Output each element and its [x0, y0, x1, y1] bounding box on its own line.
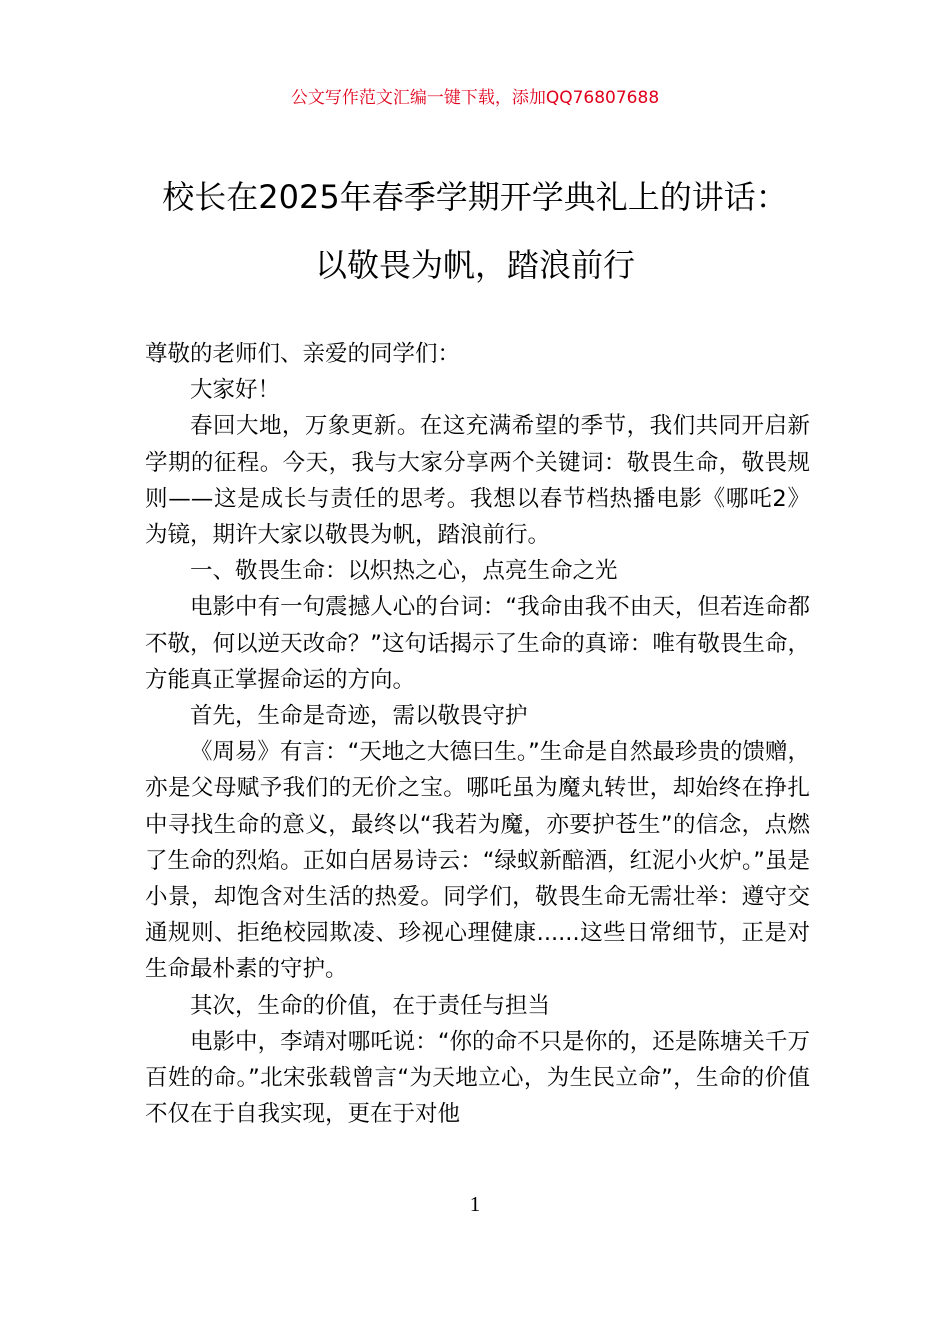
body-paragraph: 电影中有一句震撼人心的台词：“我命由我不由天，但若连命都不敬，何以逆天改命？”这句话揭示了生命的真谛：唯有敬畏生命，方能真正掌握命运的方向。: [145, 594, 810, 693]
body-paragraph: 春回大地，万象更新。在这充满希望的季节，我们共同开启新学期的征程。今天，我与大家分享两个关键词：敬畏生命，敬畏规则——这是成长与责任的思考。我想以春节档热播电影《哪吒2》为镜，期许大家以敬畏为帆，踏浪前行。: [145, 413, 810, 549]
page-number: 1: [469, 1192, 481, 1216]
body-paragraph: 《周易》有言：“天地之大德曰生。”生命是自然最珍贵的馈赠，亦是父母赋予我们的无价之宝。哪吒虽为魔丸转世，却始终在挣扎中寻找生命的意义，最终以“我若为魔，亦要护苍生”的信念，点燃了生命的烈焰。正如白居易诗云：“绿蚁新醅酒，红泥小火炉。”虽是小景，却饱含对生活的热爱。同学们，敬畏生命无需壮举：遵守交通规则、拒绝校园欺凌、珍视心理健康......这些日常细节，正是对生命最朴素的守护。: [145, 739, 810, 983]
document-title-line-2: 以敬畏为帆，踏浪前行: [314, 246, 635, 284]
sub-heading: 其次，生命的价值，在于责任与担当: [190, 992, 551, 1019]
greeting: 大家好！: [190, 377, 281, 404]
section-heading: 一、敬畏生命：以炽热之心，点亮生命之光: [190, 558, 618, 585]
body-paragraph: 电影中，李靖对哪吒说：“你的命不只是你的，还是陈塘关千万百姓的命。”北宋张载曾言“为天地立心，为生民立命”，生命的价值不仅在于自我实现，更在于对他: [145, 1028, 810, 1128]
header-download-note: 公文写作范文汇编一键下载，添加QQ76807688: [290, 88, 660, 108]
salutation: 尊敬的老师们、亲爱的同学们：: [145, 341, 461, 367]
document-body: [145, 336, 810, 1132]
document-title-line-1: 校长在2025年春季学期开学典礼上的讲话：: [162, 178, 788, 216]
sub-heading: 首先，生命是奇迹，需以敬畏守护: [190, 703, 528, 730]
